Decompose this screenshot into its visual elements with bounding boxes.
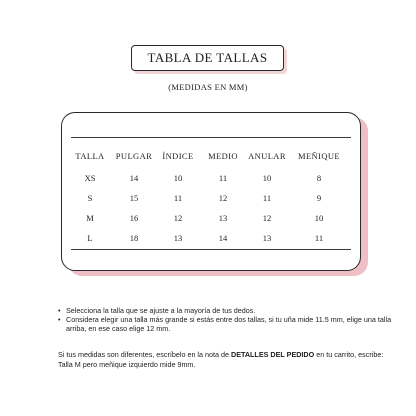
measurement-cell: 11 (173, 193, 183, 203)
table-top-rule (71, 137, 351, 138)
measurement-cell: 10 (262, 173, 272, 183)
units-subtitle: (MEDIDAS EN MM) (168, 82, 248, 92)
note-text-start: Si tus medidas son diferentes, escríbelo en la nota de (58, 350, 232, 359)
column-header: MEÑIQUE (298, 151, 340, 161)
column-header: ANULAR (248, 151, 286, 161)
note-text-end: en tu carrito, escribe: Talla M pero meñique izquierdo mide 9mm. (58, 350, 384, 369)
instructions-list (58, 306, 398, 333)
measurement-cell: 9 (316, 193, 322, 203)
size-label-cell: S (87, 193, 93, 203)
measurement-cell: 14 (129, 173, 139, 183)
column-header: ÍNDICE (162, 151, 194, 161)
size-label-cell: L (87, 233, 93, 243)
order-details-note (58, 350, 398, 370)
page-title-text: TABLA DE TALLAS (147, 50, 268, 65)
instruction-item: • Considera elegir una talla más grande si estás entre dos tallas, si tu uña mide 11.5 mm, elige una talla arriba, en ese caso elige 12 mm. (58, 315, 398, 333)
size-label-cell: XS (84, 173, 96, 183)
measurement-cell: 11 (262, 193, 272, 203)
measurement-cell: 13 (173, 233, 183, 243)
column-header: TALLA (75, 151, 105, 161)
measurement-cell: 15 (129, 193, 139, 203)
order-details-label: DETALLES DEL PEDIDO (231, 350, 315, 359)
table-bottom-rule (71, 249, 351, 250)
measurement-cell: 12 (218, 193, 228, 203)
column-header: MEDIO (208, 151, 238, 161)
measurement-cell: 14 (218, 233, 228, 243)
measurement-cell: 11 (314, 233, 324, 243)
measurement-cell: 18 (129, 233, 139, 243)
measurement-cell: 13 (262, 233, 272, 243)
measurement-cell: 16 (129, 213, 139, 223)
size-table-card (61, 112, 361, 271)
measurement-cell: 11 (218, 173, 228, 183)
column-header: PULGAR (115, 151, 153, 161)
size-label-cell: M (86, 213, 94, 223)
measurement-cell: 12 (173, 213, 183, 223)
instruction-item: • Selecciona la talla que se ajuste a la mayoría de tus dedos. (58, 306, 398, 315)
measurement-cell: 13 (218, 213, 228, 223)
measurement-cell: 8 (316, 173, 322, 183)
measurement-cell: 10 (314, 213, 324, 223)
measurement-cell: 12 (262, 213, 272, 223)
measurement-cell: 10 (173, 173, 183, 183)
page-title (131, 45, 284, 71)
